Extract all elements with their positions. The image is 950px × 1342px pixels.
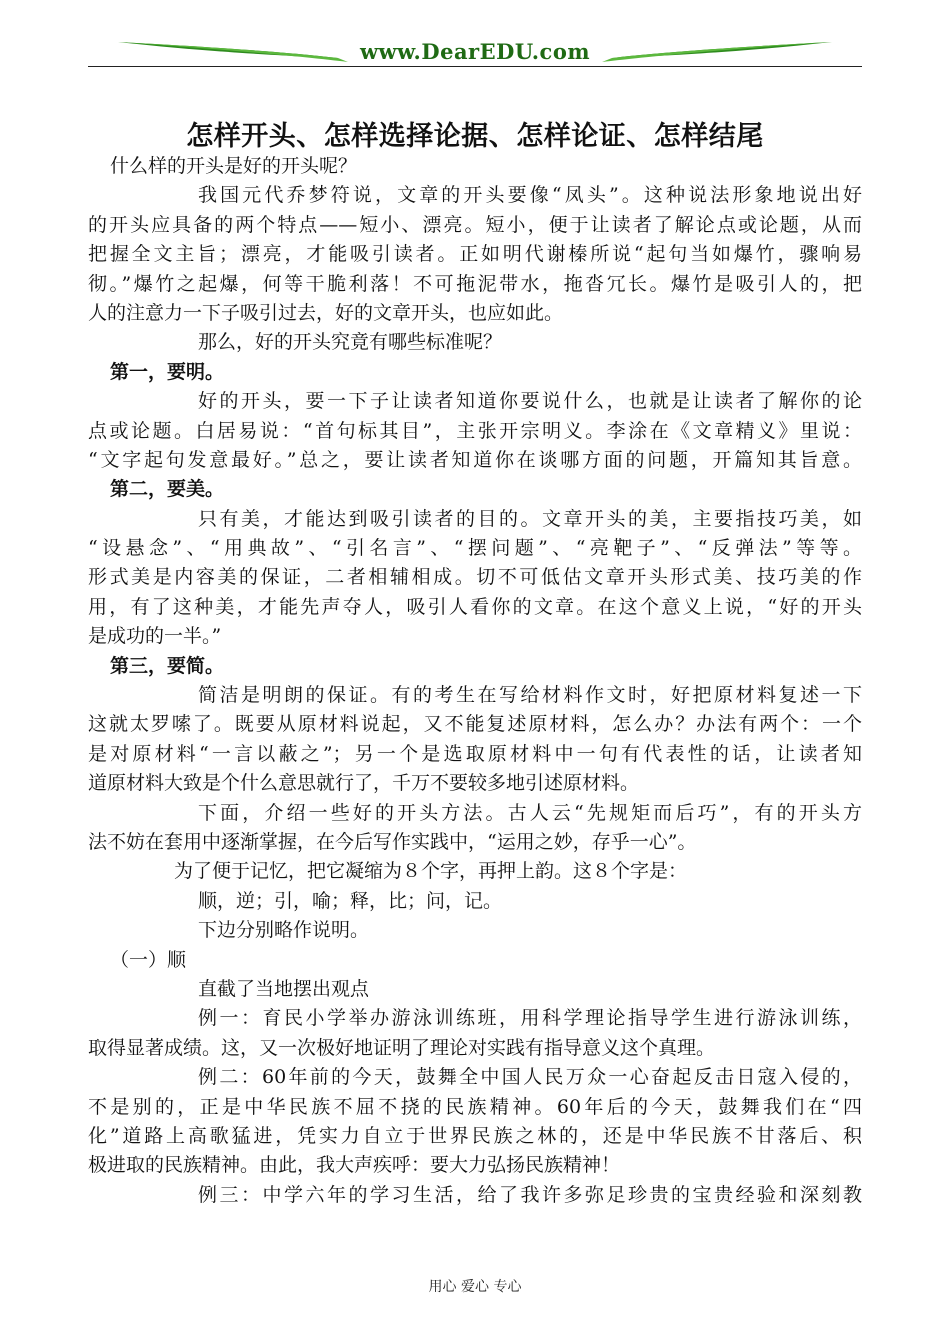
site-logo: www.DearEDU.com bbox=[359, 39, 591, 64]
paragraph-line: 下面，介绍一些好的开头方法。古人云“先规矩而后巧”，有的开头方 bbox=[198, 801, 862, 824]
paragraph-line: 下边分别略作说明。 bbox=[198, 919, 370, 942]
paragraph-line: 的开头应具备的两个特点——短小、漂亮。短小，便于让读者了解论点或论题，从而 bbox=[88, 213, 862, 236]
paragraph-line: 法不妨在套用中逐渐掌握，在今后写作实践中，“运用之妙，存乎一心”。 bbox=[88, 830, 697, 853]
paragraph-line: 我国元代乔梦符说，文章的开头要像“凤头”。这种说法形象地说出好 bbox=[198, 184, 862, 207]
page-footer: 用心 爱心 专心 bbox=[428, 1279, 522, 1295]
paragraph-line: 形式美是内容美的保证，二者相辅相成。切不可低估文章开头形式美、技巧美的作 bbox=[88, 566, 862, 589]
document-body bbox=[88, 152, 862, 1210]
paragraph-line: 直截了当地摆出观点 bbox=[198, 977, 370, 1000]
paragraph-line: 是对原材料“一言以蔽之”；另一个是选取原材料中一句有代表性的话，让读者知 bbox=[88, 742, 862, 765]
paragraph-line: 彻。”爆竹之起爆，何等干脆利落！不可拖泥带水，拖沓冗长。爆竹是吸引人的，把 bbox=[88, 272, 862, 295]
paragraph-line: 化”道路上高歌猛进，凭实力自立于世界民族之林的，还是中华民族不甘落后、积 bbox=[88, 1124, 862, 1147]
section-heading: 第一，要明。 bbox=[110, 360, 225, 383]
paragraph-line: 例一：育民小学举办游泳训练班，用科学理论指导学生进行游泳训练， bbox=[198, 1007, 862, 1030]
paragraph-line: 例二：60年前的今天，鼓舞全中国人民万众一心奋起反击日寇入侵的， bbox=[198, 1066, 862, 1089]
paragraph-line: 不是别的，正是中华民族不屈不挠的民族精神。60年后的今天，鼓舞我们在“四 bbox=[88, 1095, 862, 1118]
paragraph-line: 取得显著成绩。这，又一次极好地证明了理论对实践有指导意义这个真理。 bbox=[88, 1036, 716, 1059]
paragraph-line: “设悬念”、“用典故”、“引名言”、“摆问题”、“亮靶子”、“反弹法”等等。 bbox=[88, 537, 862, 560]
paragraph-line: 这就太罗嗦了。既要从原材料说起，又不能复述原材料，怎么办？办法有两个：一个 bbox=[88, 713, 862, 736]
header-divider bbox=[88, 66, 862, 67]
paragraph-line: 道原材料大致是个什么意思就行了，千万不要较多地引述原材料。 bbox=[88, 772, 640, 795]
section-heading: 第二，要美。 bbox=[110, 478, 225, 501]
paragraph-line: “文字起句发意最好。”总之，要让读者知道你在谈哪方面的问题，开篇知其旨意。 bbox=[88, 448, 862, 471]
paragraph-line: 是成功的一半。” bbox=[88, 625, 222, 648]
subsection-heading: （一）顺 bbox=[110, 948, 187, 971]
paragraph-line: 简洁是明朗的保证。有的考生在写给材料作文时，好把原材料复述一下 bbox=[198, 684, 862, 707]
paragraph-line: 好的开头，要一下子让读者知道你要说什么，也就是让读者了解你的论 bbox=[198, 390, 862, 413]
section-heading: 第三，要简。 bbox=[110, 654, 225, 677]
paragraph-line: 人的注意力一下子吸引过去，好的文章开头，也应如此。 bbox=[88, 301, 564, 324]
paragraph-line: 用，有了这种美，才能先声夺人，吸引人看你的文章。在这个意义上说，“好的开头 bbox=[88, 595, 862, 618]
paragraph-line: 顺，逆；引，喻；释，比；问，记。 bbox=[198, 889, 503, 912]
paragraph-line: 那么，好的开头究竟有哪些标准呢？ bbox=[198, 331, 503, 354]
paragraph-line: 为了便于记忆，把它凝缩为８个字，再押上韵。这８个字是： bbox=[174, 860, 688, 883]
paragraph-line: 极进取的民族精神。由此，我大声疾呼：要大力弘扬民族精神！ bbox=[88, 1154, 621, 1177]
paragraph-line: 什么样的开头是好的开头呢？ bbox=[110, 155, 358, 177]
document-title: 怎样开头、怎样选择论据、怎样论证、怎样结尾 bbox=[186, 121, 764, 152]
paragraph-line: 把握全文主旨；漂亮，才能吸引读者。正如明代谢榛所说“起句当如爆竹，骤响易 bbox=[88, 243, 862, 266]
paragraph-line: 例三：中学六年的学习生活，给了我许多弥足珍贵的宝贵经验和深刻教 bbox=[198, 1183, 862, 1206]
paragraph-line: 只有美，才能达到吸引读者的目的。文章开头的美，主要指技巧美，如 bbox=[198, 507, 862, 530]
paragraph-line: 点或论题。白居易说：“首句标其目”，主张开宗明义。李涂在《文章精义》里说： bbox=[88, 419, 862, 442]
